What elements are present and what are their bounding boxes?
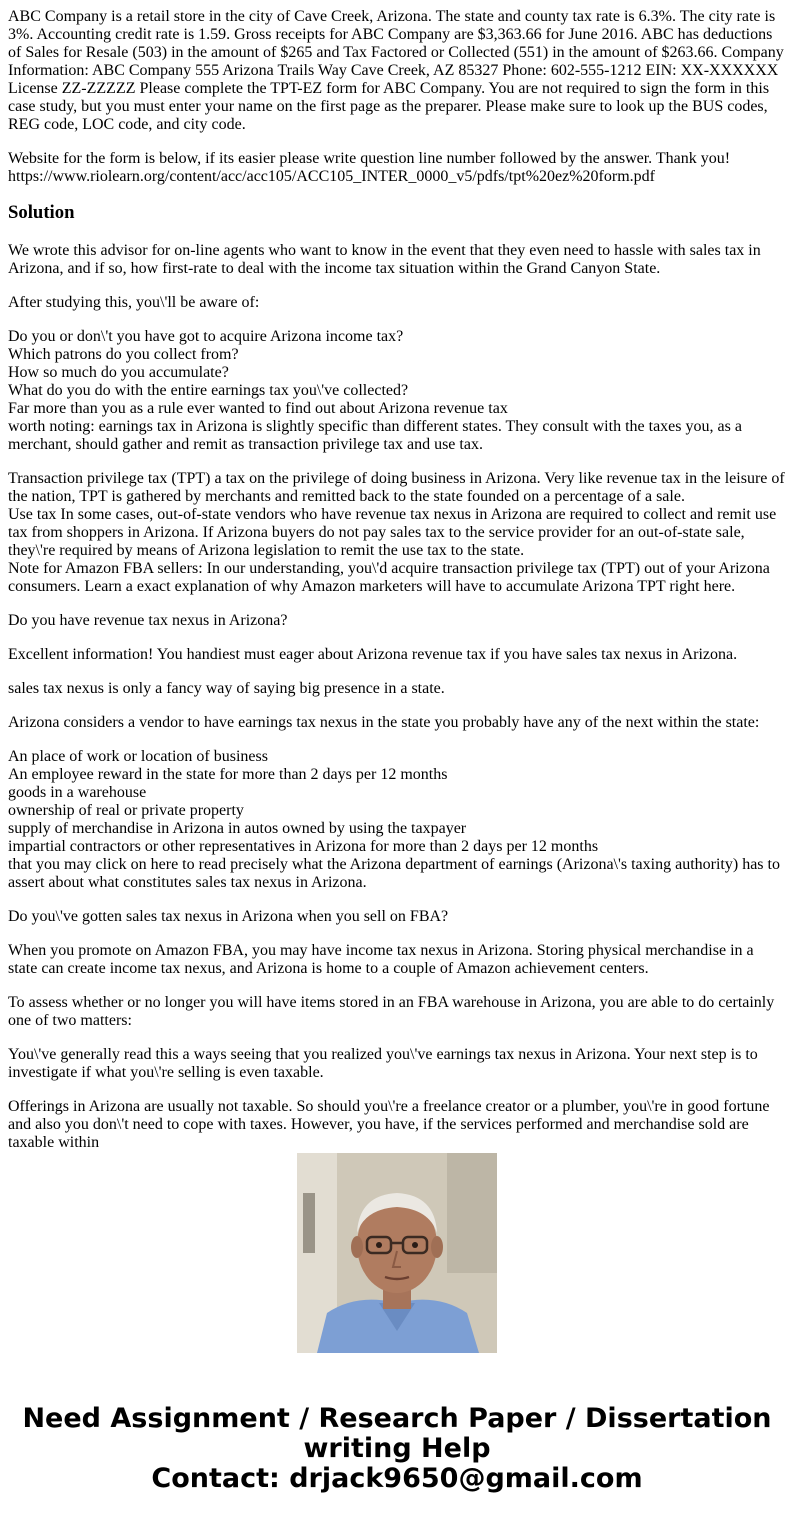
solution-paragraph: To assess whether or no longer you will have items stored in an FBA warehouse in Arizona, you are able to do certainly one of two matters: — [8, 994, 775, 1029]
cta-line: Need Assignment / Research Paper / Dissertation — [22, 1403, 772, 1434]
document-body — [8, 8, 786, 1151]
list-item: Note for Amazon FBA sellers: In our understanding, you\'d acquire transaction privilege tax (TPT) out of your Arizona consumers. Learn a exact explanation of why Amazon marketers will have to accumulate Arizona TPT right here. — [8, 560, 770, 595]
cta-line: writing Help — [303, 1433, 491, 1464]
list-item: An place of work or location of business — [8, 748, 268, 765]
list-item: worth noting: earnings tax in Arizona is slightly specific than different states. They consult with the taxes you, as a merchant, should gather and remit as transaction privilege tax and use tax. — [8, 418, 742, 453]
solution-paragraph: Offerings in Arizona are usually not taxable. So should you\'re a freelance creator or a plumber, you\'re in good fortune and also you don\'t need to cope with taxes. However, you have, if the services performed and merchandise sold are taxable within — [8, 1098, 770, 1151]
question-text: ABC Company is a retail store in the city of Cave Creek, Arizona. The state and county tax rate is 6.3%. The city rate is 3%. Accounting credit rate is 1.59. Gross receipts for ABC Company are $3,363.66 for June 2016. ABC has deductions of Sales for Resale (503) in the amount of $265 and Tax Factored or Collected (551) in the amount of $263.66. Company Information: ABC Company 555 Arizona Trails Way Cave Creek, AZ 85327 Phone: 602-555-1212 EIN: XX-XXXXXX License ZZ-ZZZZZ Please complete the TPT-EZ form for ABC Company. You are not required to sign the form in this case study, but you must enter your name on the first page as the preparer. Please make sure to look up the BUS codes, REG code, LOC code, and city code. — [8, 8, 784, 133]
solution-paragraph: Do you\'ve gotten sales tax nexus in Arizona when you sell on FBA? — [8, 908, 449, 925]
list-item: goods in a warehouse — [8, 784, 147, 801]
list-item: Use tax In some cases, out-of-state vendors who have revenue tax nexus in Arizona are required to collect and remit use tax from shoppers in Arizona. If Arizona buyers do not pay sales tax to the service provider for an out-of-state sale, they\'re required by means of Arizona legislation to remit the use tax to the state. — [8, 506, 777, 559]
list-item: impartial contractors or other representatives in Arizona for more than 2 days per 12 months — [8, 838, 599, 855]
solution-heading: Solution — [8, 202, 75, 223]
list-item: ownership of real or private property — [8, 802, 244, 819]
contact-banner — [0, 1404, 794, 1494]
website-note — [8, 150, 786, 186]
question-list — [8, 328, 786, 454]
list-item: Do you or don\'t you have got to acquire Arizona income tax? — [8, 328, 404, 345]
list-item: An employee reward in the state for more than 2 days per 12 months — [8, 766, 448, 783]
list-item: supply of merchandise in Arizona in autos owned by using the taxpayer — [8, 820, 467, 837]
solution-paragraph: When you promote on Amazon FBA, you may have income tax nexus in Arizona. Storing physical merchandise in a state can create income tax nexus, and Arizona is home to a couple of Amazon achievement centers. — [8, 942, 754, 977]
solution-paragraph: We wrote this advisor for on-line agents who want to know in the event that they even need to hassle with sales tax in Arizona, and if so, how first-rate to deal with the income tax situation within the Grand Canyon State. — [8, 242, 761, 277]
list-item: Far more than you as a rule ever wanted to find out about Arizona revenue tax — [8, 400, 508, 417]
list-item: Transaction privilege tax (TPT) a tax on the privilege of doing business in Arizona. Very like revenue tax in the leisure of the nation, TPT is gathered by merchants and remitted back to the state founded on a percentage of a sale. — [8, 470, 785, 505]
solution-paragraph: sales tax nexus is only a fancy way of saying big presence in a state. — [8, 680, 445, 697]
list-item: Which patrons do you collect from? — [8, 346, 239, 363]
author-portrait — [297, 1153, 497, 1353]
author-avatar — [297, 1153, 497, 1353]
solution-paragraph: Arizona considers a vendor to have earnings tax nexus in the state you probably have any of the next within the state: — [8, 714, 760, 731]
form-url: https://www.riolearn.org/content/acc/acc105/ACC105_INTER_0000_v5/pdfs/tpt%20ez%20form.pdf — [8, 168, 655, 185]
solution-paragraph: Do you have revenue tax nexus in Arizona? — [8, 612, 288, 629]
contact-email[interactable]: Contact: drjack9650@gmail.com — [151, 1463, 643, 1494]
solution-paragraph: Excellent information! You handiest must eager about Arizona revenue tax if you have sales tax nexus in Arizona. — [8, 646, 738, 663]
list-item: How so much do you accumulate? — [8, 364, 229, 381]
website-line: Website for the form is below, if its easier please write question line number followed by the answer. Thank you! — [8, 150, 731, 167]
list-item: What do you do with the entire earnings tax you\'ve collected? — [8, 382, 409, 399]
solution-paragraph: You\'ve generally read this a ways seeing that you realized you\'ve earnings tax nexus in Arizona. Your next step is to investigate if what you\'re selling is even taxable. — [8, 1046, 758, 1081]
tax-types-list — [8, 470, 786, 596]
nexus-list — [8, 748, 786, 892]
list-item: that you may click on here to read precisely what the Arizona department of earnings (Arizona\'s taxing authority) has to assert about what constitutes sales tax nexus in Arizona. — [8, 856, 780, 891]
solution-paragraph: After studying this, you\'ll be aware of: — [8, 294, 260, 311]
author-footer — [0, 1123, 794, 1523]
